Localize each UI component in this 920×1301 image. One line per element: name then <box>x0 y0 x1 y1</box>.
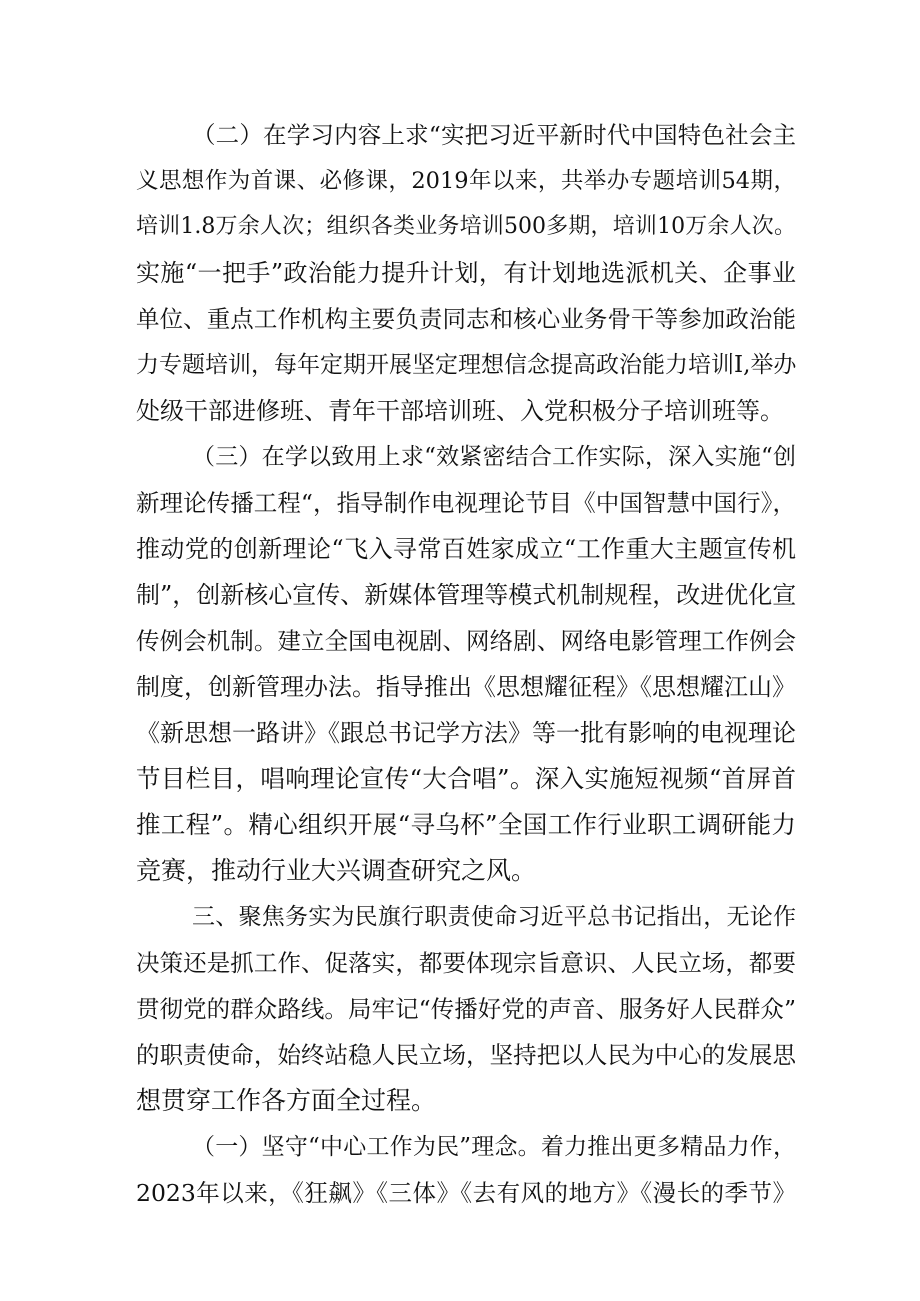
body-text <box>136 112 796 1216</box>
paragraph-line: （一）坚守“中心工作为民”理念。着力推出更多精品力作， <box>192 1134 796 1160</box>
paragraph-line: 新理论传播工程“，指导制作电视理论节目《中国智慧中国行》， <box>136 489 796 517</box>
paragraph-line: 的职责使命，始终站稳人民立场，坚持把以人民为中心的发展思 <box>136 1041 796 1069</box>
paragraph-line: 决策还是抓工作、促落实，都要体现宗旨意识、人民立场，都要 <box>136 949 796 977</box>
paragraph-line: 义思想作为首课、必修课，2019年以来，共举办专题培训54期， <box>136 168 796 194</box>
paragraph-line: 推工程”。精心组织开展“寻乌杯”全国工作行业职工调研能力 <box>136 810 796 839</box>
paragraph-line: 制”，创新核心宣传、新媒体管理等模式机制规程，改进优化宣 <box>136 581 797 609</box>
paragraph-line: 《新思想一路讲》《跟总书记学方法》等一批有影响的电视理论 <box>136 719 796 747</box>
paragraph-line: 传例会机制。建立全国电视剧、网络剧、网络电影管理工作例会 <box>136 627 796 655</box>
paragraph-line: 制度，创新管理办法。指导推出《思想耀征程》《思想耀江山》 <box>136 673 796 701</box>
paragraph-line: 力专题培训，每年定期开展坚定理想信念提高政治能力培训I,举办 <box>136 352 797 378</box>
paragraph-line: 2023年以来，《狂飙》《三体》《去有风的地方》《漫长的季节》 <box>136 1179 796 1207</box>
section-heading-line: 三、聚焦务实为民旗行职责使命习近平总书记指出，无论作 <box>192 904 796 930</box>
paragraph-line: 实施“一把手”政治能力提升计划，有计划地选派机关、企事业 <box>136 259 796 287</box>
paragraph-line: 推动党的创新理论“飞入寻常百姓家成立“工作重大主题宣传机 <box>136 535 796 563</box>
paragraph-line: 培训1.8万余人次；组织各类业务培训500多期，培训10万余人次。 <box>136 214 796 239</box>
paragraph-line: （三）在学以致用上求“效紧密结合工作实际，深入实施“创 <box>192 444 796 470</box>
paragraph-line: 处级干部进修班、青年干部培训班、入党积极分子培训班等。 <box>136 397 784 425</box>
paragraph-line: 贯彻党的群众路线。局牢记“传播好党的声音、服务好人民群众” <box>136 995 796 1023</box>
paragraph-line: 节目栏目，唱响理论宣传“大合唱”。深入实施短视频“首屏首 <box>136 764 796 793</box>
paragraph-line: 单位、重点工作机构主要负责同志和核心业务骨干等参加政治能 <box>136 305 796 333</box>
paragraph-line: 想贯穿工作各方面全过程。 <box>136 1086 437 1115</box>
paragraph-line: （二）在学习内容上求“实把习近平新时代中国特色社会主 <box>192 121 796 149</box>
paragraph-line: 竞赛，推动行业大兴调查研究之风。 <box>136 856 537 885</box>
